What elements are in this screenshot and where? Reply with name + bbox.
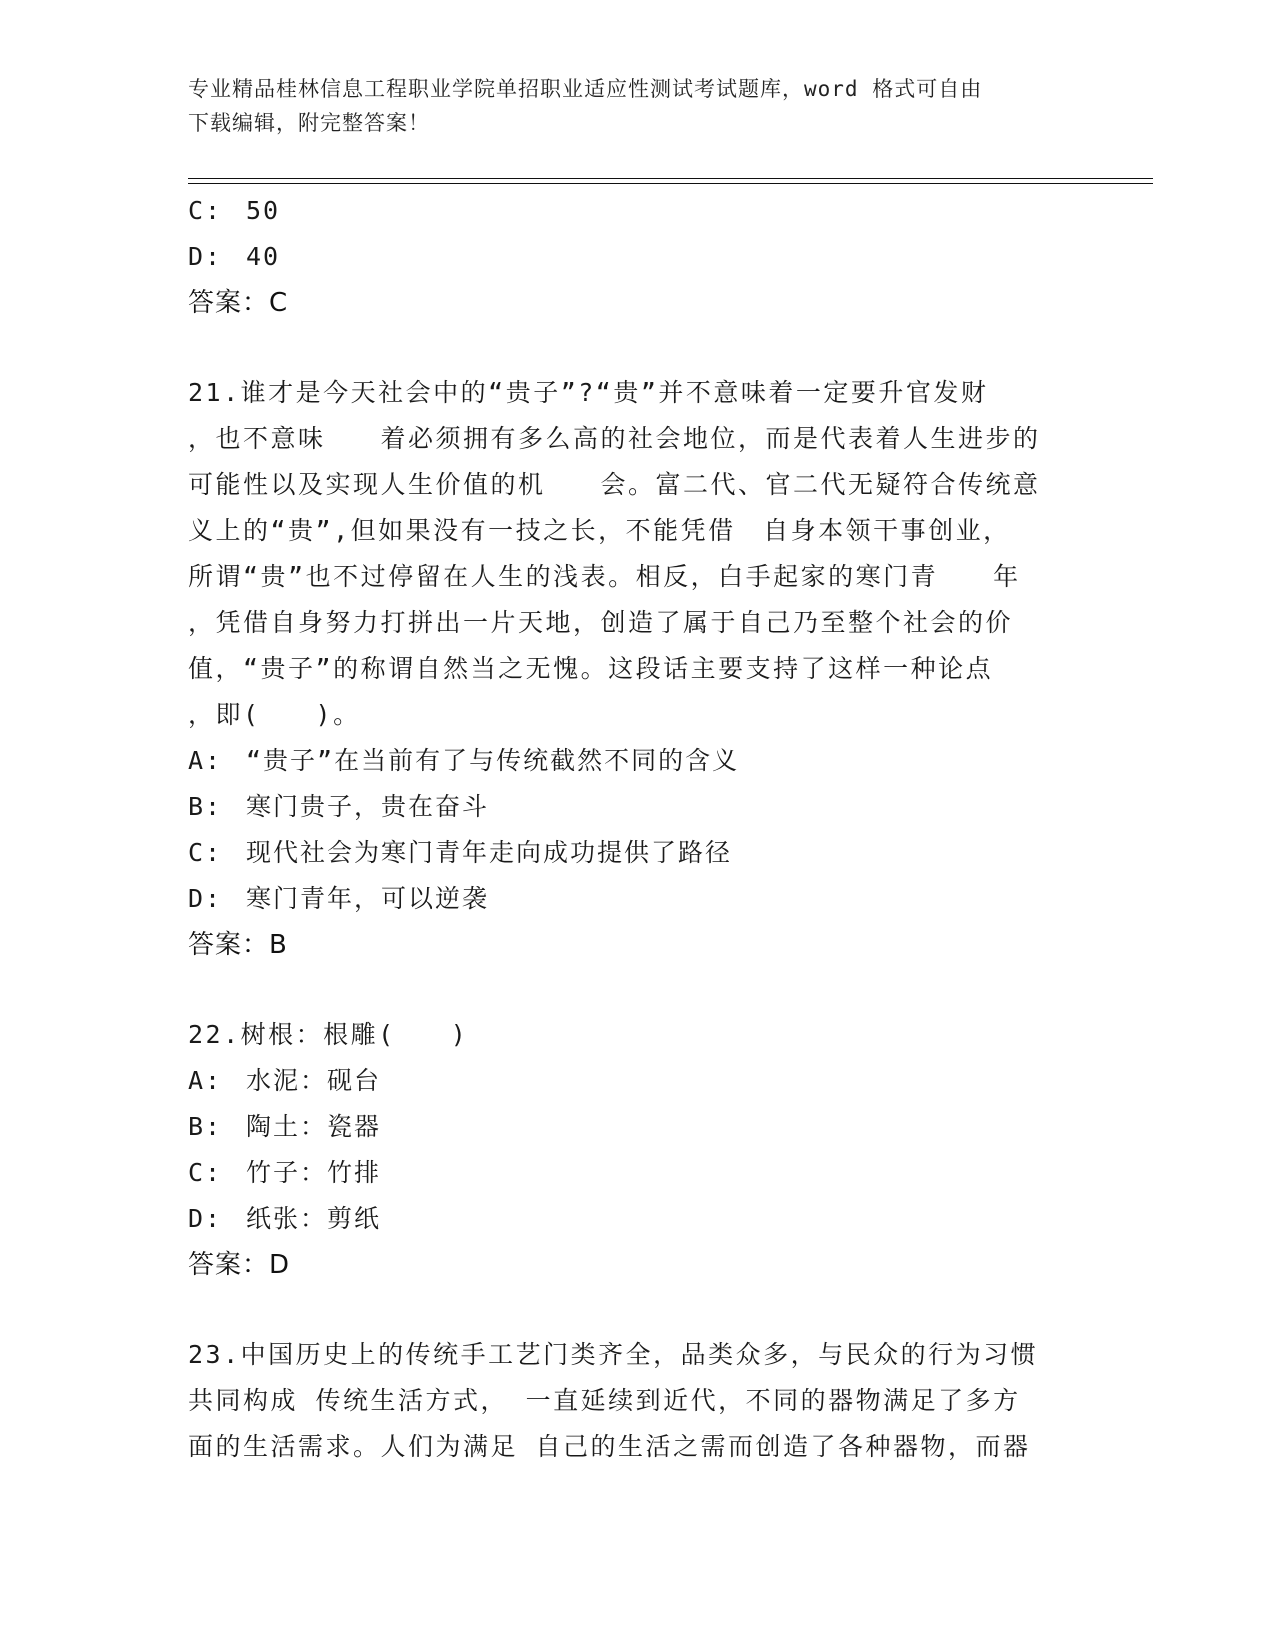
option-letter: A: <box>188 746 223 775</box>
stem-line: 义上的“贵”,但如果没有一技之长，不能凭借 自身本领干事创业， <box>188 516 1011 545</box>
option-text: 竹子：竹排 <box>246 1158 382 1187</box>
option-letter: C: <box>188 196 223 225</box>
option-letter: C: <box>188 1158 223 1187</box>
option-text: “贵子”在当前有了与传统截然不同的含义 <box>246 746 740 775</box>
answer-line: 答案：B <box>188 930 288 960</box>
spacer <box>188 326 1088 370</box>
option-text: 陶土：瓷器 <box>246 1112 382 1141</box>
stem-line: 23.中国历史上的传统手工艺门类齐全，品类众多，与民众的行为习惯 <box>188 1340 1039 1369</box>
option-d <box>188 1196 1088 1242</box>
option-letter: D: <box>188 1204 223 1233</box>
option-c <box>188 188 1088 234</box>
stem-line: 所谓“贵”也不过停留在人生的浅表。相反，白手起家的寒门青 年 <box>188 562 1021 591</box>
stem-line: 共同构成 传统生活方式， 一直延续到近代，不同的器物满足了多方 <box>188 1386 1021 1415</box>
answer-line: 答案：D <box>188 1250 291 1280</box>
option-c <box>188 830 1088 876</box>
option-letter: B: <box>188 1112 223 1141</box>
stem-line: 值，“贵子”的称谓自然当之无愧。这段话主要支持了这样一种论点 <box>188 654 994 683</box>
option-letter: C: <box>188 838 223 867</box>
header-line-2: 下载编辑，附完整答案！ <box>188 111 430 135</box>
header-divider-bottom <box>188 183 1153 184</box>
question-20-tail <box>188 188 1088 326</box>
question-content <box>188 188 1088 1470</box>
option-text: 寒门青年，可以逆袭 <box>246 884 490 913</box>
option-a <box>188 1058 1088 1104</box>
question-stem <box>188 1012 1088 1058</box>
option-text: 40 <box>246 242 281 271</box>
header-divider-top <box>188 178 1153 179</box>
option-text: 现代社会为寒门青年走向成功提供了路径 <box>246 838 733 867</box>
option-letter: D: <box>188 884 223 913</box>
question-21 <box>188 370 1088 968</box>
option-c <box>188 1150 1088 1196</box>
header-line-1: 专业精品桂林信息工程职业学院单招职业适应性测试考试题库，word 格式可自由 <box>188 77 983 101</box>
option-d <box>188 234 1088 280</box>
option-b <box>188 1104 1088 1150</box>
option-letter: B: <box>188 792 223 821</box>
stem-line: ，凭借自身努力打拼出一片天地，创造了属于自己乃至整个社会的价 <box>188 608 1014 637</box>
option-d <box>188 876 1088 922</box>
option-letter: A: <box>188 1066 223 1095</box>
question-22 <box>188 1012 1088 1288</box>
page-header <box>188 72 1068 140</box>
stem-line: 面的生活需求。人们为满足 自己的生活之需而创造了各种器物，而器 <box>188 1432 1031 1461</box>
stem-line: 可能性以及实现人生价值的机 会。富二代、官二代无疑符合传统意 <box>188 470 1041 499</box>
stem-line: ，也不意味 着必须拥有多么高的社会地位，而是代表着人生进步的 <box>188 424 1041 453</box>
question-stem <box>188 1332 1088 1470</box>
answer-line: 答案：C <box>188 288 289 318</box>
stem-line: 21.谁才是今天社会中的“贵子”?“贵”并不意味着一定要升官发财 <box>188 378 989 407</box>
option-a <box>188 738 1088 784</box>
question-stem <box>188 370 1088 738</box>
question-23 <box>188 1332 1088 1470</box>
spacer <box>188 968 1088 1012</box>
option-text: 纸张：剪纸 <box>246 1204 382 1233</box>
option-text: 寒门贵子，贵在奋斗 <box>246 792 490 821</box>
stem-line: 22.树根：根雕( ) <box>188 1020 469 1049</box>
option-text: 50 <box>246 196 281 225</box>
option-text: 水泥：砚台 <box>246 1066 382 1095</box>
stem-line: ，即( )。 <box>188 700 361 729</box>
option-b <box>188 784 1088 830</box>
spacer <box>188 1288 1088 1332</box>
option-letter: D: <box>188 242 223 271</box>
